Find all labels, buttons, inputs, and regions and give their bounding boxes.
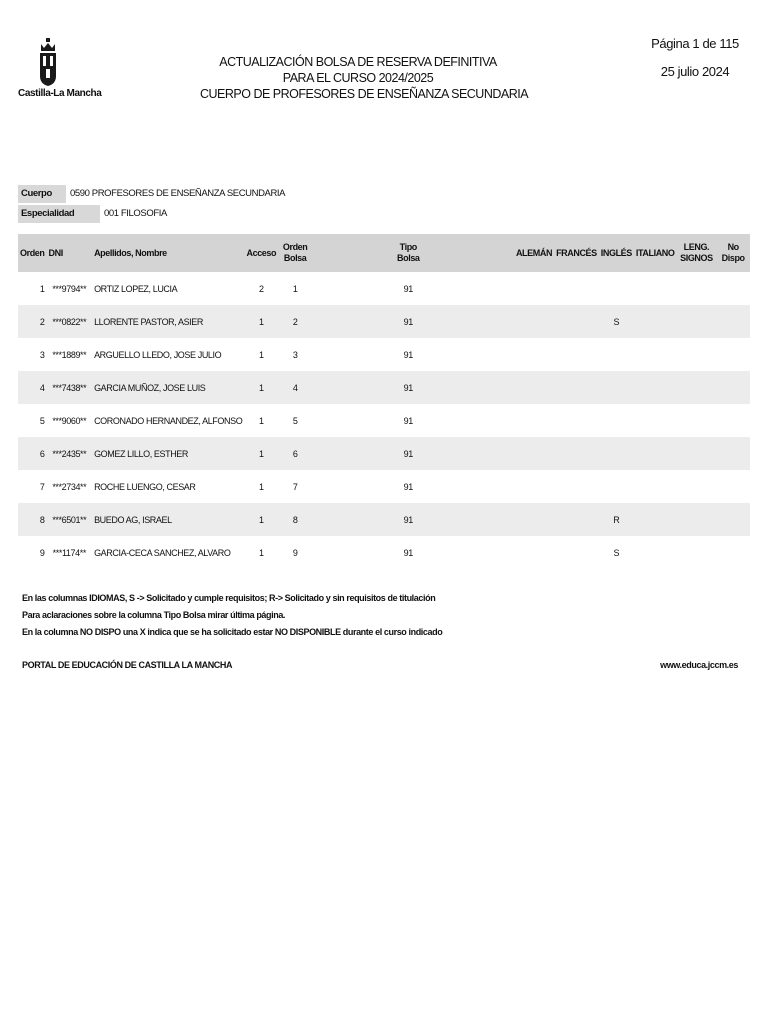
row-frances <box>554 305 599 338</box>
col-nombre: Apellidos, Nombre <box>92 234 244 272</box>
row-ingles <box>599 404 634 437</box>
col-tipo-bolsa: Tipo Bolsa <box>312 234 505 272</box>
table-row <box>18 371 750 404</box>
row-aleman <box>505 470 554 503</box>
row-tipo-bolsa: 91 <box>403 349 413 360</box>
table-row <box>18 470 750 503</box>
row-acceso: 1 <box>244 371 278 404</box>
row-acceso: 2 <box>258 283 264 294</box>
row-dni: ***9794** <box>52 283 87 294</box>
row-acceso: 1 <box>258 547 264 558</box>
col-orden-bolsa: Orden Bolsa <box>278 234 312 272</box>
row-acceso: 1 <box>244 503 278 536</box>
page-info <box>640 36 750 79</box>
row-orden-bolsa: 4 <box>278 371 312 404</box>
page-number: Página 1 de 115 <box>651 36 739 51</box>
row-no-dispo <box>716 503 750 536</box>
row-tipo-bolsa: 91 <box>403 283 413 294</box>
row-orden-bolsa: 9 <box>292 547 298 558</box>
row-aleman <box>505 338 554 371</box>
row-leng-signos <box>677 536 717 569</box>
col-ingles: INGLÉS <box>599 234 634 272</box>
cuerpo-label: Cuerpo <box>18 185 66 203</box>
col-italiano: ITALIANO <box>634 234 677 272</box>
title-line-1: ACTUALIZACIÓN BOLSA DE RESERVA DEFINITIVA <box>219 55 497 69</box>
col-acceso: Acceso <box>244 234 278 272</box>
especialidad-value: 001 FILOSOFIA <box>104 208 167 219</box>
row-frances <box>554 371 599 404</box>
row-nombre: ARGUELLO LLEDO, JOSE JULIO <box>94 349 222 360</box>
row-acceso: 1 <box>258 481 264 492</box>
row-orden: 1 <box>39 283 45 294</box>
row-dni: ***9060** <box>52 415 87 426</box>
row-nombre: BUEDO AG, ISRAEL <box>92 503 244 536</box>
cuerpo-value: 0590 PROFESORES DE ENSEÑANZA SECUNDARIA <box>70 188 286 199</box>
row-leng-signos <box>677 503 717 536</box>
row-nombre: GOMEZ LILLO, ESTHER <box>92 437 244 470</box>
table-row <box>18 305 750 338</box>
table-row <box>18 404 750 437</box>
castle-crown-emblem-icon <box>37 38 59 86</box>
row-dni: ***6501** <box>47 503 93 536</box>
row-italiano <box>634 503 677 536</box>
row-leng-signos <box>677 404 717 437</box>
row-no-dispo <box>716 305 750 338</box>
title-line-3: CUERPO DE PROFESORES DE ENSEÑANZA SECUNDARIA <box>200 87 529 101</box>
row-ingles <box>599 272 634 305</box>
col-orden: Orden <box>18 234 47 272</box>
row-leng-signos <box>677 272 717 305</box>
title-line-2: PARA EL CURSO 2024/2025 <box>282 71 434 85</box>
row-frances <box>554 338 599 371</box>
row-italiano <box>634 305 677 338</box>
row-orden: 5 <box>39 415 45 426</box>
row-aleman <box>505 437 554 470</box>
row-leng-signos <box>677 470 717 503</box>
row-ingles: S <box>599 305 634 338</box>
row-frances <box>554 536 599 569</box>
row-italiano <box>634 338 677 371</box>
row-no-dispo <box>716 338 750 371</box>
note-tipo-bolsa: Para aclaraciones sobre la columna Tipo Bolsa mirar última página. <box>22 610 286 620</box>
note-no-dispo: En la columna NO DISPO una X indica que se ha solicitado estar NO DISPONIBLE durante el curso indicado <box>22 627 443 637</box>
candidates-table <box>18 234 750 569</box>
row-italiano <box>634 536 677 569</box>
row-orden-bolsa: 8 <box>278 503 312 536</box>
row-orden-bolsa: 1 <box>292 283 298 294</box>
notes <box>22 590 442 641</box>
row-dni: ***0822** <box>47 305 93 338</box>
col-frances: FRANCÉS <box>554 234 599 272</box>
row-orden: 3 <box>39 349 45 360</box>
table-row <box>18 536 750 569</box>
row-tipo-bolsa: 91 <box>312 305 505 338</box>
row-tipo-bolsa: 91 <box>403 415 413 426</box>
row-orden: 4 <box>18 371 47 404</box>
row-no-dispo <box>716 371 750 404</box>
row-ingles <box>599 437 634 470</box>
row-acceso: 1 <box>244 305 278 338</box>
row-frances <box>554 503 599 536</box>
col-aleman: ALEMÁN <box>505 234 554 272</box>
row-frances <box>554 437 599 470</box>
row-orden-bolsa: 6 <box>278 437 312 470</box>
row-orden: 2 <box>18 305 47 338</box>
footer-url[interactable]: www.educa.jccm.es <box>660 660 738 670</box>
row-dni: ***2435** <box>47 437 93 470</box>
col-no-dispo: No Dispo <box>716 234 750 272</box>
row-dni: ***2734** <box>52 481 87 492</box>
row-ingles <box>599 470 634 503</box>
row-no-dispo <box>716 272 750 305</box>
table-header-row <box>18 234 750 272</box>
row-aleman <box>505 536 554 569</box>
row-frances <box>554 272 599 305</box>
row-ingles: S <box>613 547 620 558</box>
document-title <box>200 54 529 102</box>
row-tipo-bolsa: 91 <box>403 481 413 492</box>
row-frances <box>554 470 599 503</box>
row-orden-bolsa: 2 <box>278 305 312 338</box>
row-italiano <box>634 272 677 305</box>
row-italiano <box>634 437 677 470</box>
row-leng-signos <box>677 371 717 404</box>
row-orden: 6 <box>18 437 47 470</box>
row-aleman <box>505 272 554 305</box>
note-idiomas: En las columnas IDIOMAS, S -> Solicitado y cumple requisitos; R-> Solicitado y sin requisitos de titulación <box>22 593 436 603</box>
row-ingles: R <box>599 503 634 536</box>
row-nombre: LLORENTE PASTOR, ASIER <box>92 305 244 338</box>
row-no-dispo <box>716 404 750 437</box>
row-italiano <box>634 470 677 503</box>
row-nombre: ROCHE LUENGO, CESAR <box>94 481 196 492</box>
row-no-dispo <box>716 437 750 470</box>
row-acceso: 1 <box>258 415 264 426</box>
row-ingles <box>599 338 634 371</box>
row-orden: 8 <box>18 503 47 536</box>
row-nombre: GARCIA MUÑOZ, JOSE LUIS <box>92 371 244 404</box>
row-orden-bolsa: 3 <box>292 349 298 360</box>
row-no-dispo <box>716 470 750 503</box>
row-orden-bolsa: 5 <box>292 415 298 426</box>
row-frances <box>554 404 599 437</box>
row-tipo-bolsa: 91 <box>403 547 413 558</box>
row-aleman <box>505 404 554 437</box>
row-orden: 7 <box>39 481 45 492</box>
logo <box>18 38 102 99</box>
row-italiano <box>634 371 677 404</box>
row-dni: ***1889** <box>52 349 87 360</box>
row-tipo-bolsa: 91 <box>312 437 505 470</box>
row-leng-signos <box>677 437 717 470</box>
col-leng-signos: LENG. SIGNOS <box>677 234 717 272</box>
row-nombre: CORONADO HERNANDEZ, ALFONSO <box>94 415 243 426</box>
logo-text: Castilla-La Mancha <box>18 88 102 99</box>
row-aleman <box>505 503 554 536</box>
row-dni: ***7438** <box>47 371 93 404</box>
table-row <box>18 437 750 470</box>
row-tipo-bolsa: 91 <box>312 371 505 404</box>
row-tipo-bolsa: 91 <box>312 503 505 536</box>
especialidad-label: Especialidad <box>18 205 100 223</box>
cuerpo-row <box>18 185 289 203</box>
col-dni: DNI <box>47 234 93 272</box>
row-dni: ***1174** <box>52 547 86 558</box>
table-row <box>18 338 750 371</box>
row-nombre: ORTIZ LOPEZ, LUCIA <box>94 283 178 294</box>
especialidad-row <box>18 205 171 223</box>
row-no-dispo <box>716 536 750 569</box>
row-aleman <box>505 371 554 404</box>
row-orden-bolsa: 7 <box>292 481 298 492</box>
table-row <box>18 272 750 305</box>
row-acceso: 1 <box>258 349 264 360</box>
row-italiano <box>634 404 677 437</box>
row-nombre: GARCIA-CECA SANCHEZ, ALVARO <box>94 547 231 558</box>
row-leng-signos <box>677 305 717 338</box>
table-row <box>18 503 750 536</box>
footer-portal: PORTAL DE EDUCACIÓN DE CASTILLA LA MANCHA <box>22 660 233 670</box>
row-aleman <box>505 305 554 338</box>
row-leng-signos <box>677 338 717 371</box>
row-ingles <box>599 371 634 404</box>
row-acceso: 1 <box>244 437 278 470</box>
document-date: 25 julio 2024 <box>660 64 730 79</box>
row-orden: 9 <box>39 547 45 558</box>
